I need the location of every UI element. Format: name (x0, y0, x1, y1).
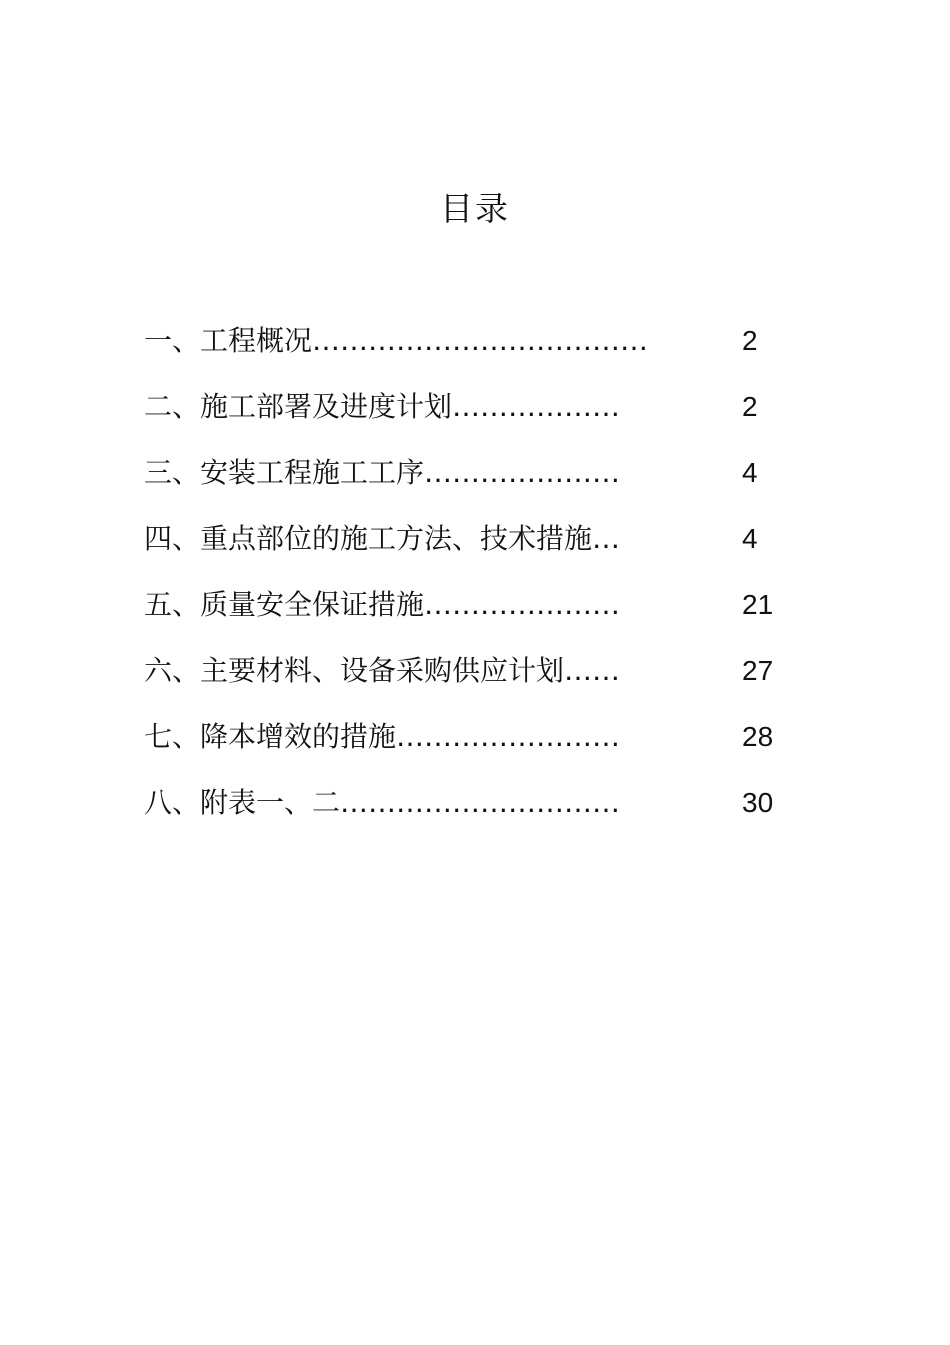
toc-entry (144, 649, 804, 715)
toc-entry (144, 385, 804, 451)
toc-entry (144, 517, 804, 583)
toc-page-number: 21 (742, 589, 774, 620)
toc-page-number: 2 (742, 325, 758, 356)
toc-entry-text: 二、施工部署及进度计划……………… (144, 390, 621, 423)
table-of-contents (144, 319, 804, 847)
toc-entry-text: 一、工程概况……………………………… (144, 324, 649, 357)
toc-page-number: 4 (742, 457, 758, 488)
toc-entry-text: 七、降本增效的措施…………………… (144, 720, 621, 753)
page-title: 目录 (440, 189, 510, 228)
toc-entry-text: 四、重点部位的施工方法、技术措施… (144, 522, 621, 555)
toc-entry (144, 451, 804, 517)
toc-entry (144, 319, 804, 385)
toc-entry-text: 八、附表一、二………………………… (144, 786, 621, 819)
toc-page-number: 28 (742, 721, 774, 752)
toc-entry (144, 781, 804, 847)
toc-entry (144, 715, 804, 781)
toc-entry-text: 五、质量安全保证措施………………… (144, 588, 621, 621)
toc-page-number: 2 (742, 391, 758, 422)
toc-page-number: 30 (742, 787, 774, 818)
toc-entry (144, 583, 804, 649)
toc-page-number: 27 (742, 655, 774, 686)
toc-entry-text: 三、安装工程施工工序………………… (144, 456, 621, 489)
toc-page-number: 4 (742, 523, 758, 554)
toc-entry-text: 六、主要材料、设备采购供应计划…… (144, 654, 621, 687)
